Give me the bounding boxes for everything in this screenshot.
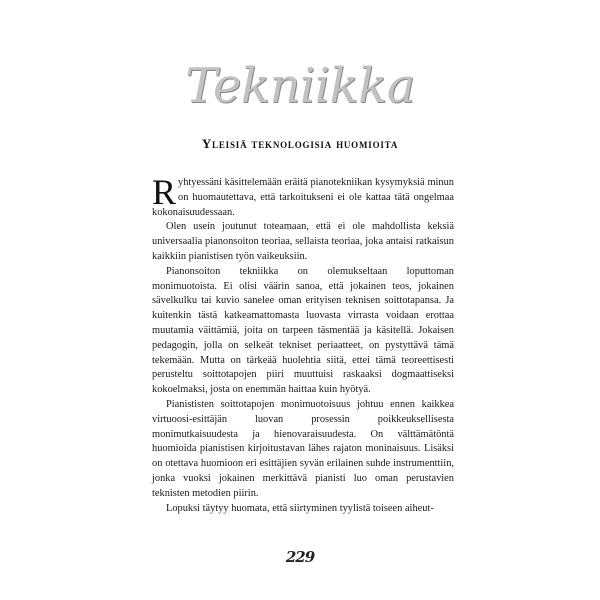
chapter-title: Tekniikka <box>185 58 415 114</box>
section-heading: Yleisiä teknologisia huomioita <box>201 136 399 151</box>
paragraph: Olen usein joutunut toteamaan, että ei ole mahdollista keksiä universaalia pianonsoiton teoriaa, sellaista teoriaa, joka antaisi ratkaisun kaikkiin pianistisen työn vaikeuksiin. <box>152 221 454 262</box>
paragraph <box>152 172 454 220</box>
paragraph: Lopuksi täytyy huomata, että siirtyminen tyylistä toiseen aiheut- <box>166 502 434 514</box>
page-number: 229 <box>285 548 315 566</box>
paragraph: Pianististen soittotapojen monimuotoisuus johtuu ennen kaikkea virtuoosi-esittäjän luovan prosessin poikkeuksellisesta monimutkaisuudesta ja hienovaraisuudesta. On välttämätöntä huomioida pianistisen kirjoitustavan lähes rajaton moninaisuus. Lisäksi on otettava huomioon eri esittäjien syvän erilainen suhde instrumenttiin, jonka vuoksi jokainen merkittävä pianisti luo oman perustavien teknisten metodien piirin. <box>152 398 454 499</box>
drop-cap: R <box>152 172 177 212</box>
paragraph-text: yhtyessäni käsittelemään eräitä pianotekniikan kysymyksiä minun on huomautettava, että tarkoitukseni ei ole kattaa tätä ongelmaa kokonaisuudessaan. <box>152 177 454 218</box>
paragraph: Pianonsoiton tekniikka on olemukseltaan loputtoman monimuotoista. Ei olisi väärin sanoa, että jokainen teos, jokainen sävelkulku tai kuvio sanelee oman erityisen teknisen soittotapansa. Ja kuitenkin tästä katkeamattomasta luovasta virrasta voidaan erottaa muutamia väittämiä, joita on tarpeen täsmentää ja käsitellä. Jokaisen pedagogin, jolla on selkeät tekniset periaatteet, on pystyttävä tämä tekemään. Mutta on tärkeää huolehtia siitä, ettei tämä teoreettisesti perusteltu soittotapojen piiri muuttuisi raskaaksi dogmaattiseksi kokoelmaksi, josta on enemmän haittaa kuin hyötyä. <box>152 265 454 396</box>
body-text <box>152 172 454 516</box>
